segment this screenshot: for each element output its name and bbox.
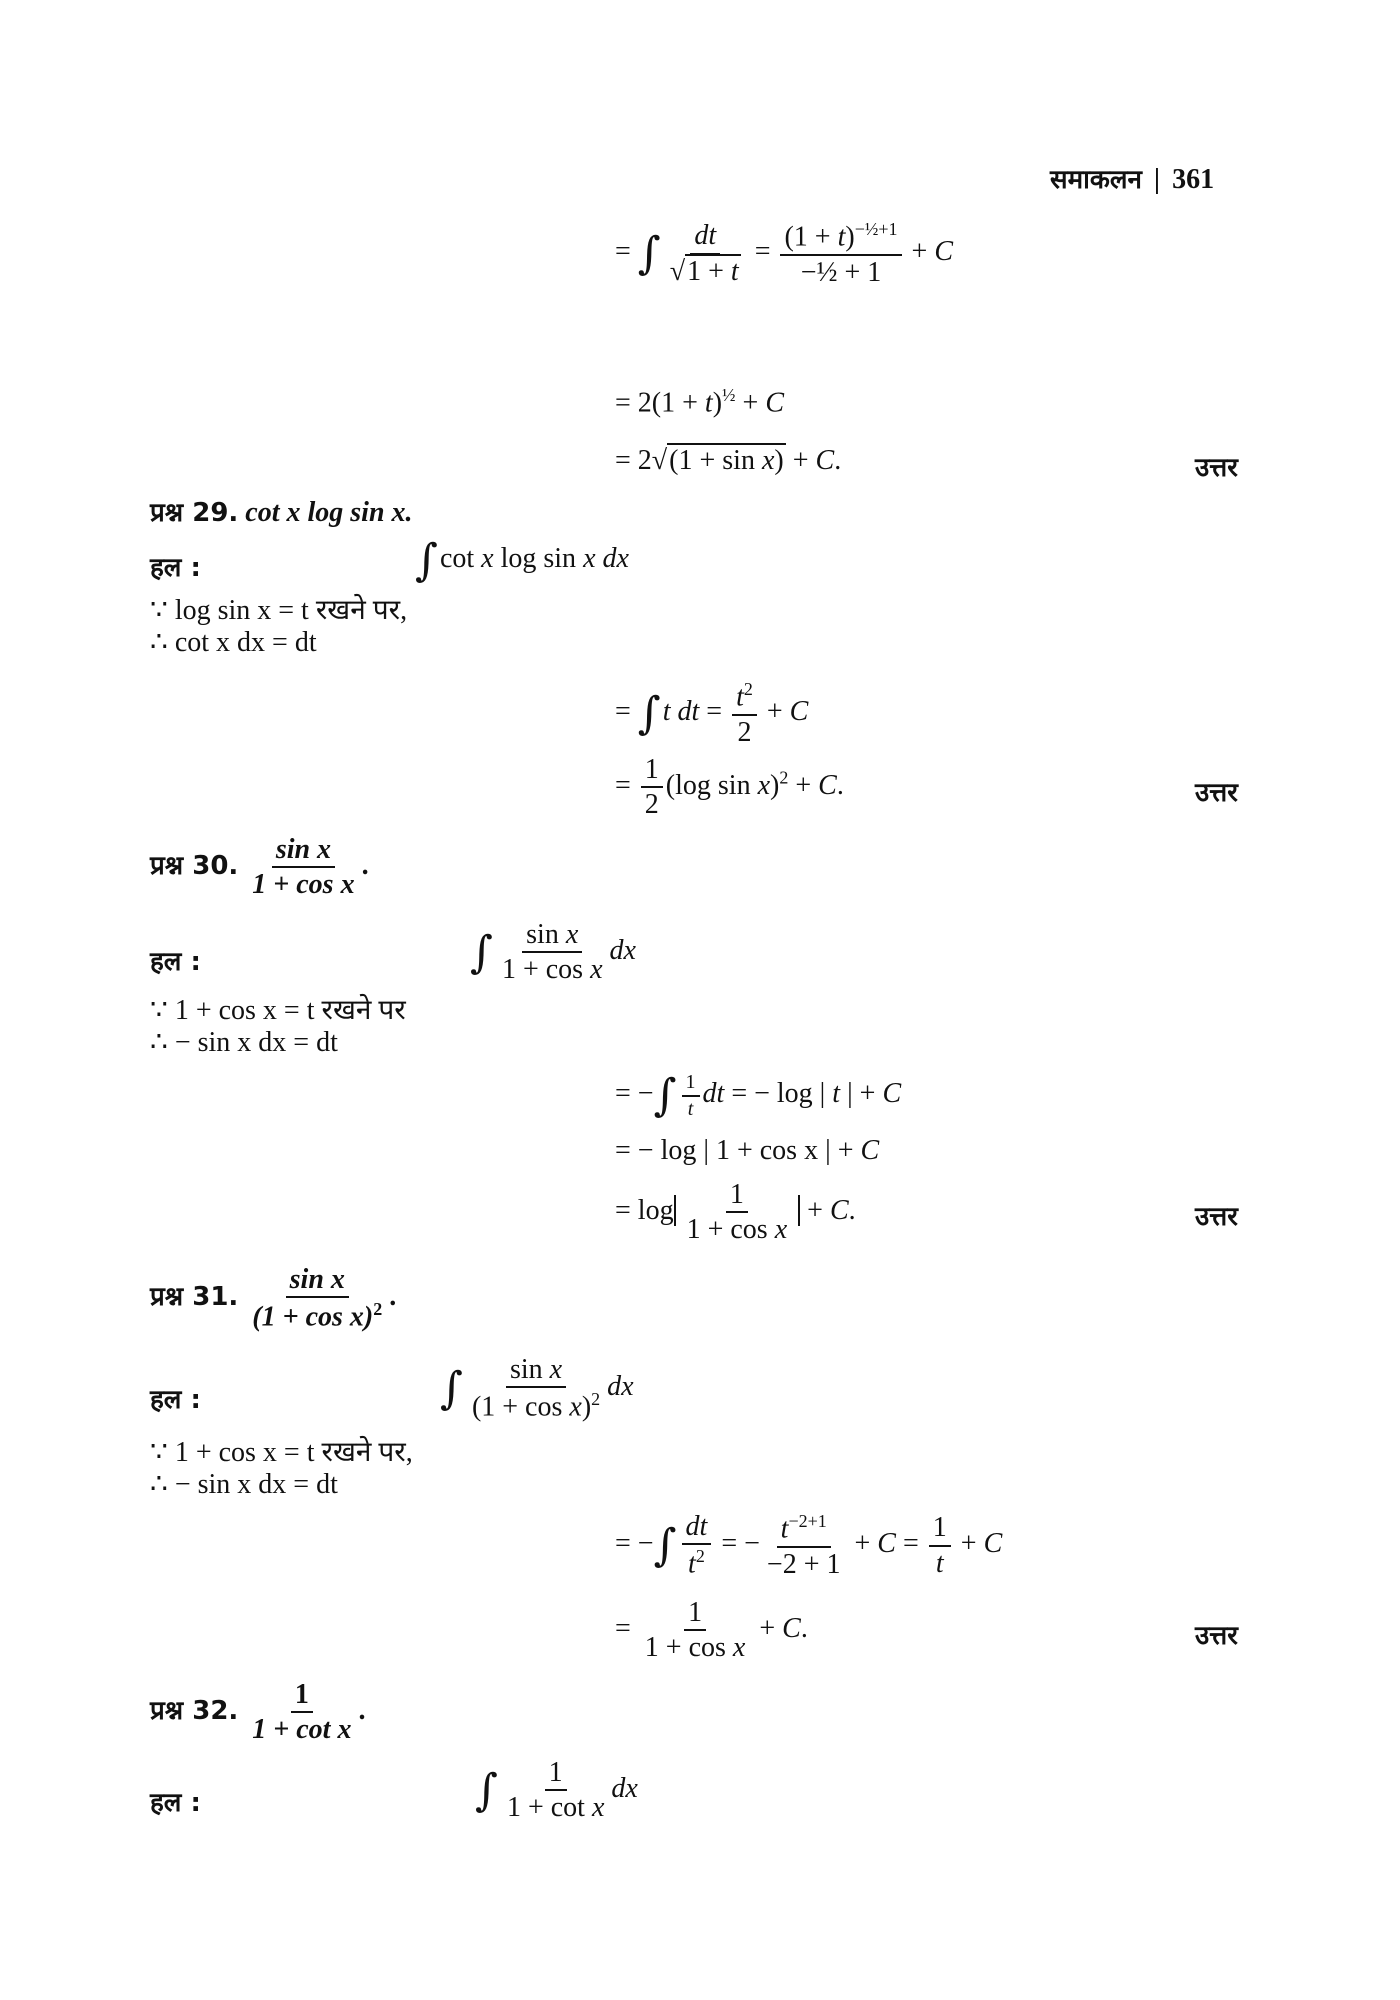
q30-label: प्रश्न 30. bbox=[150, 850, 239, 881]
q30-step1: = −∫ $\frac{1}{t}$ dt = − log | t | + C bbox=[615, 1070, 902, 1121]
q29-question bbox=[150, 493, 413, 529]
q29-step1: = ∫t dt = $\frac{t^2}{2}$ + C bbox=[615, 679, 809, 748]
q28-step3: = 2√(1 + sin x) + C. bbox=[615, 445, 842, 476]
header-separator: | bbox=[1153, 164, 1161, 195]
q30-answer-label: उत्तर bbox=[1195, 1202, 1238, 1232]
q32-question: प्रश्न 32. $\frac{1}{\text{1 + cot x}}$ . bbox=[150, 1679, 366, 1746]
q31-answer-label: उत्तर bbox=[1195, 1621, 1238, 1651]
q31-denominator: (1 + cos x) bbox=[252, 1301, 374, 1333]
q28-answer-label: उत्तर bbox=[1195, 453, 1238, 483]
q29-answer-label: उत्तर bbox=[1195, 778, 1238, 808]
q30-numerator: sin x bbox=[272, 835, 335, 868]
q29-expression: cot x log sin x. bbox=[245, 497, 413, 528]
q31-integral: ∫ $\frac{\text{sin x}}{(1 + \cos x)^2}$ dx bbox=[440, 1354, 634, 1423]
q29-integral: ∫cot x log sin x dx bbox=[415, 535, 629, 586]
page-number: 361 bbox=[1172, 164, 1215, 195]
q28-step1: = ∫ $\frac{dt}{√1 + t}$ = $\frac{(1 + t)^{-\frac{1}{2}+1}}{\text{−½ + 1}}$ + C bbox=[615, 219, 954, 288]
q31-solution-label: हल : bbox=[150, 1385, 201, 1415]
q31-substitution: ∵ 1 + cos x = t रखने पर, bbox=[150, 1437, 413, 1468]
q29-solution-label: हल : bbox=[150, 553, 201, 583]
q32-label: प्रश्न 32. bbox=[150, 1695, 239, 1726]
q32-denominator: 1 + cot x bbox=[252, 1714, 352, 1746]
chapter-title: समाकलन bbox=[1050, 165, 1142, 195]
q31-label: प्रश्न 31. bbox=[150, 1281, 239, 1312]
q30-denominator: 1 + cos x bbox=[252, 869, 355, 901]
q30-substitution: ∵ 1 + cos x = t रखने पर bbox=[150, 995, 406, 1026]
q30-step2: = − log | 1 + cos x | + C bbox=[615, 1135, 880, 1166]
q28-step2: = $2(1 + t)^{\frac{1}{2}} + C$ bbox=[615, 385, 784, 419]
q30-solution-label: हल : bbox=[150, 947, 201, 977]
q31-question: प्रश्न 31. $\frac{\text{sin x}}{(1 + \cos x)^2}$ . bbox=[150, 1264, 397, 1333]
q30-step3: = log $\frac{1}{\text{1 + cos x}}$ + C. bbox=[615, 1179, 856, 1246]
q29-substitution: ∵ log sin x = t रखने पर, bbox=[150, 595, 408, 626]
q31-step2: = $\frac{1}{\text{1 + cos x}}$ + C. bbox=[615, 1597, 808, 1664]
q29-label: प्रश्न 29. bbox=[150, 498, 239, 528]
q30-differential: ∴ − sin x dx = dt bbox=[150, 1027, 338, 1058]
q31-differential: ∴ − sin x dx = dt bbox=[150, 1469, 338, 1500]
q30-question: प्रश्न 30. $\frac{\text{sin x}}{\text{1 + cos x}}$ . bbox=[150, 834, 369, 901]
q29-step2: = $\frac{1}{2}$ (log sin x)$^2$ + C. bbox=[615, 754, 844, 821]
q32-numerator: 1 bbox=[291, 1680, 313, 1713]
q31-numerator: sin x bbox=[286, 1265, 349, 1298]
q31-step1: = −∫ $\frac{dt}{t^2}$ = − $\frac{t^{-2+1}}{-2 + 1}$ + C = $\frac{1}{t}$ + C bbox=[615, 1511, 1003, 1580]
q30-integral: ∫ $\frac{\text{sin x}}{\text{1 + cos x}}$ dx bbox=[470, 919, 636, 986]
q32-integral: ∫ $\frac{1}{\text{1 + cot x}}$ dx bbox=[475, 1757, 638, 1824]
q29-differential: ∴ cot x dx = dt bbox=[150, 627, 317, 658]
page-header bbox=[1050, 160, 1214, 196]
q32-solution-label: हल : bbox=[150, 1788, 201, 1818]
